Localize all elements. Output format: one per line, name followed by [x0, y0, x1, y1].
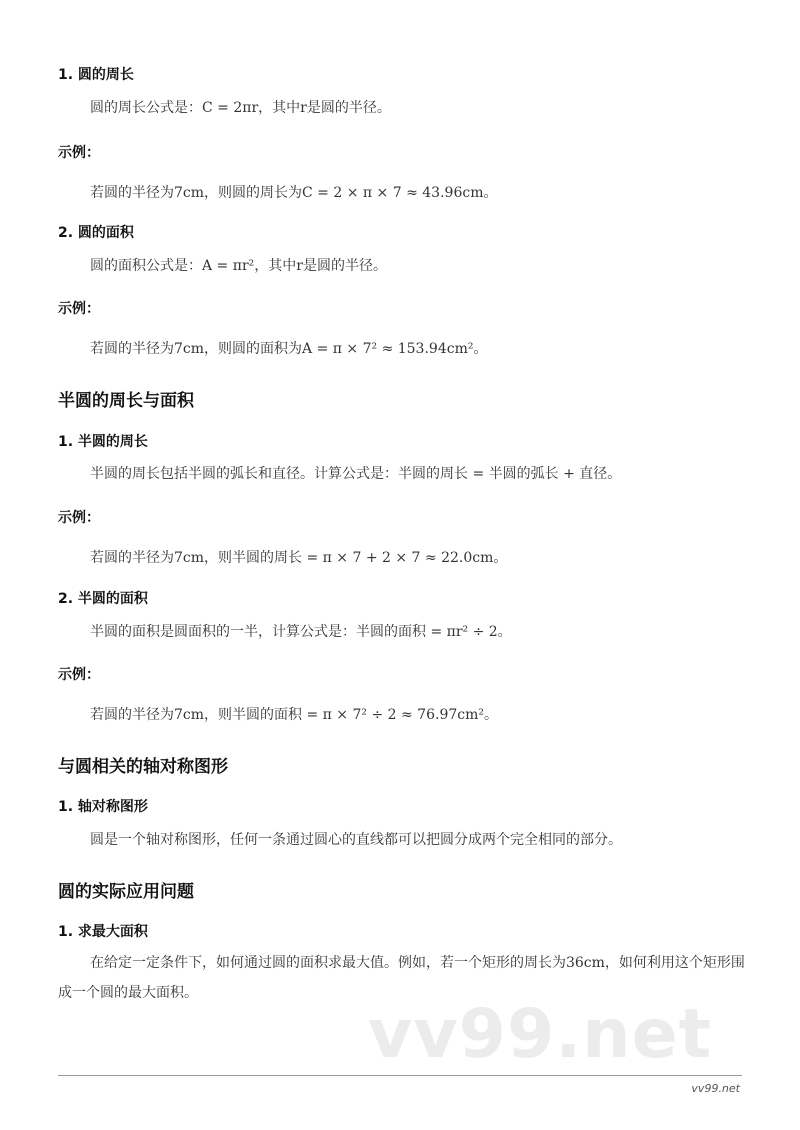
watermark: vv99.net — [368, 995, 713, 1074]
example-text: 若圆的半径为7cm，则半圆的面积 = π × 7² ÷ 2 ≈ 76.97cm²。 — [90, 707, 498, 723]
application-section-title: 圆的实际应用问题 — [58, 882, 194, 902]
footer-divider — [58, 1075, 742, 1076]
application-text: 在给定一定条件下，如何通过圆的面积求最大值。例如，若一个矩形的周长为36cm，如何利用这个矩形围成一个圆的最大面积。 — [58, 955, 745, 1001]
example-text: 若圆的半径为7cm，则圆的面积为A = π × 7² ≈ 153.94cm²。 — [90, 341, 488, 357]
semicircle-section-title: 半圆的周长与面积 — [58, 391, 194, 411]
footer-site: vv99.net — [691, 1082, 740, 1095]
circle-perimeter-text: 圆的周长公式是：C = 2πr，其中r是圆的半径。 — [90, 100, 391, 116]
circle-area-text: 圆的面积公式是：A = πr²，其中r是圆的半径。 — [90, 258, 387, 274]
symmetry-text: 圆是一个轴对称图形，任何一条通过圆心的直线都可以把圆分成两个完全相同的部分。 — [90, 832, 622, 848]
semicircle-perimeter-heading: 1. 半圆的周长 — [58, 434, 148, 450]
example-label: 示例： — [58, 667, 100, 683]
example-label: 示例： — [58, 145, 100, 161]
example-text: 若圆的半径为7cm，则圆的周长为C = 2 × π × 7 ≈ 43.96cm。 — [90, 185, 498, 201]
symmetry-heading: 1. 轴对称图形 — [58, 799, 148, 815]
semicircle-area-heading: 2. 半圆的面积 — [58, 591, 148, 607]
circle-area-heading: 2. 圆的面积 — [58, 225, 134, 241]
semicircle-perimeter-text: 半圆的周长包括半圆的弧长和直径。计算公式是：半圆的周长 = 半圆的弧长 + 直径。 — [90, 466, 622, 482]
example-label: 示例： — [58, 301, 100, 317]
example-label: 示例： — [58, 510, 100, 526]
application-heading: 1. 求最大面积 — [58, 924, 148, 940]
semicircle-area-text: 半圆的面积是圆面积的一半，计算公式是：半圆的面积 = πr² ÷ 2。 — [90, 624, 512, 640]
example-text: 若圆的半径为7cm，则半圆的周长 = π × 7 + 2 × 7 ≈ 22.0cm。 — [90, 550, 508, 566]
circle-perimeter-heading: 1. 圆的周长 — [58, 67, 134, 83]
symmetry-section-title: 与圆相关的轴对称图形 — [58, 757, 228, 777]
